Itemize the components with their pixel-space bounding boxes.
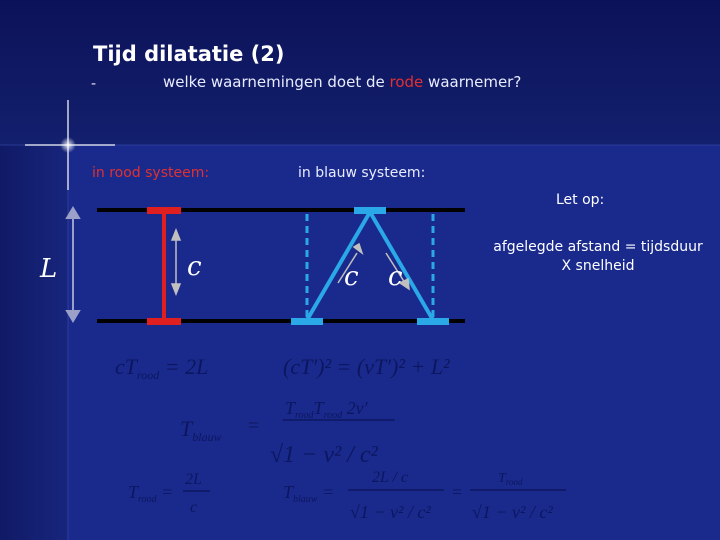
svg-text:2L / c: 2L / c <box>372 469 409 486</box>
svg-text:√1 − v² / c²: √1 − v² / c² <box>350 502 431 522</box>
note-text: afgelegde afstand = tijdsduur X snelheid <box>493 239 703 274</box>
formula-4: $T_{rood}$ = <box>128 482 174 505</box>
svg-text:c: c <box>190 499 198 516</box>
note-heading: Let op: <box>556 192 605 208</box>
svg-text:=: = <box>452 482 463 502</box>
formula-3-num: $T_{rood}T_{rood}$ 2v′ <box>285 398 368 421</box>
formula-1: $cT_{rood} = 2L$ <box>115 354 209 382</box>
svg-text:√1 − v² / c²: √1 − v² / c² <box>472 502 553 522</box>
formula-3-lhs: $T_{blauw}$ <box>180 416 222 444</box>
svg-text:Trood: $T_{rood}$ <box>498 471 523 487</box>
question-part-1: welke waarnemingen doet de <box>163 73 390 91</box>
question-part-2: waarnemer? <box>423 73 522 91</box>
question-text <box>163 73 521 91</box>
label-red-system: in rood systeem: <box>92 165 210 181</box>
speed-label-red: c <box>187 252 202 282</box>
length-label: L <box>40 254 58 284</box>
label-blue-system: in blauw systeem: <box>298 165 426 181</box>
speed-label-blue-right: c <box>388 262 403 292</box>
bullet-dash: - <box>91 76 97 92</box>
svg-text:=: = <box>248 415 260 437</box>
formula-3-den: √1 − v² / c² <box>270 442 378 468</box>
formula-5: $T_{blauw}$ = <box>283 482 335 505</box>
formula-2: (cT′)² = (vT′)² + L² <box>283 354 450 379</box>
speed-label-blue-left: c <box>344 262 359 292</box>
question-highlight: rode <box>389 73 424 91</box>
slide-title: Tijd dilatatie (2) <box>93 42 285 66</box>
svg-text:2L: 2L <box>185 471 202 488</box>
